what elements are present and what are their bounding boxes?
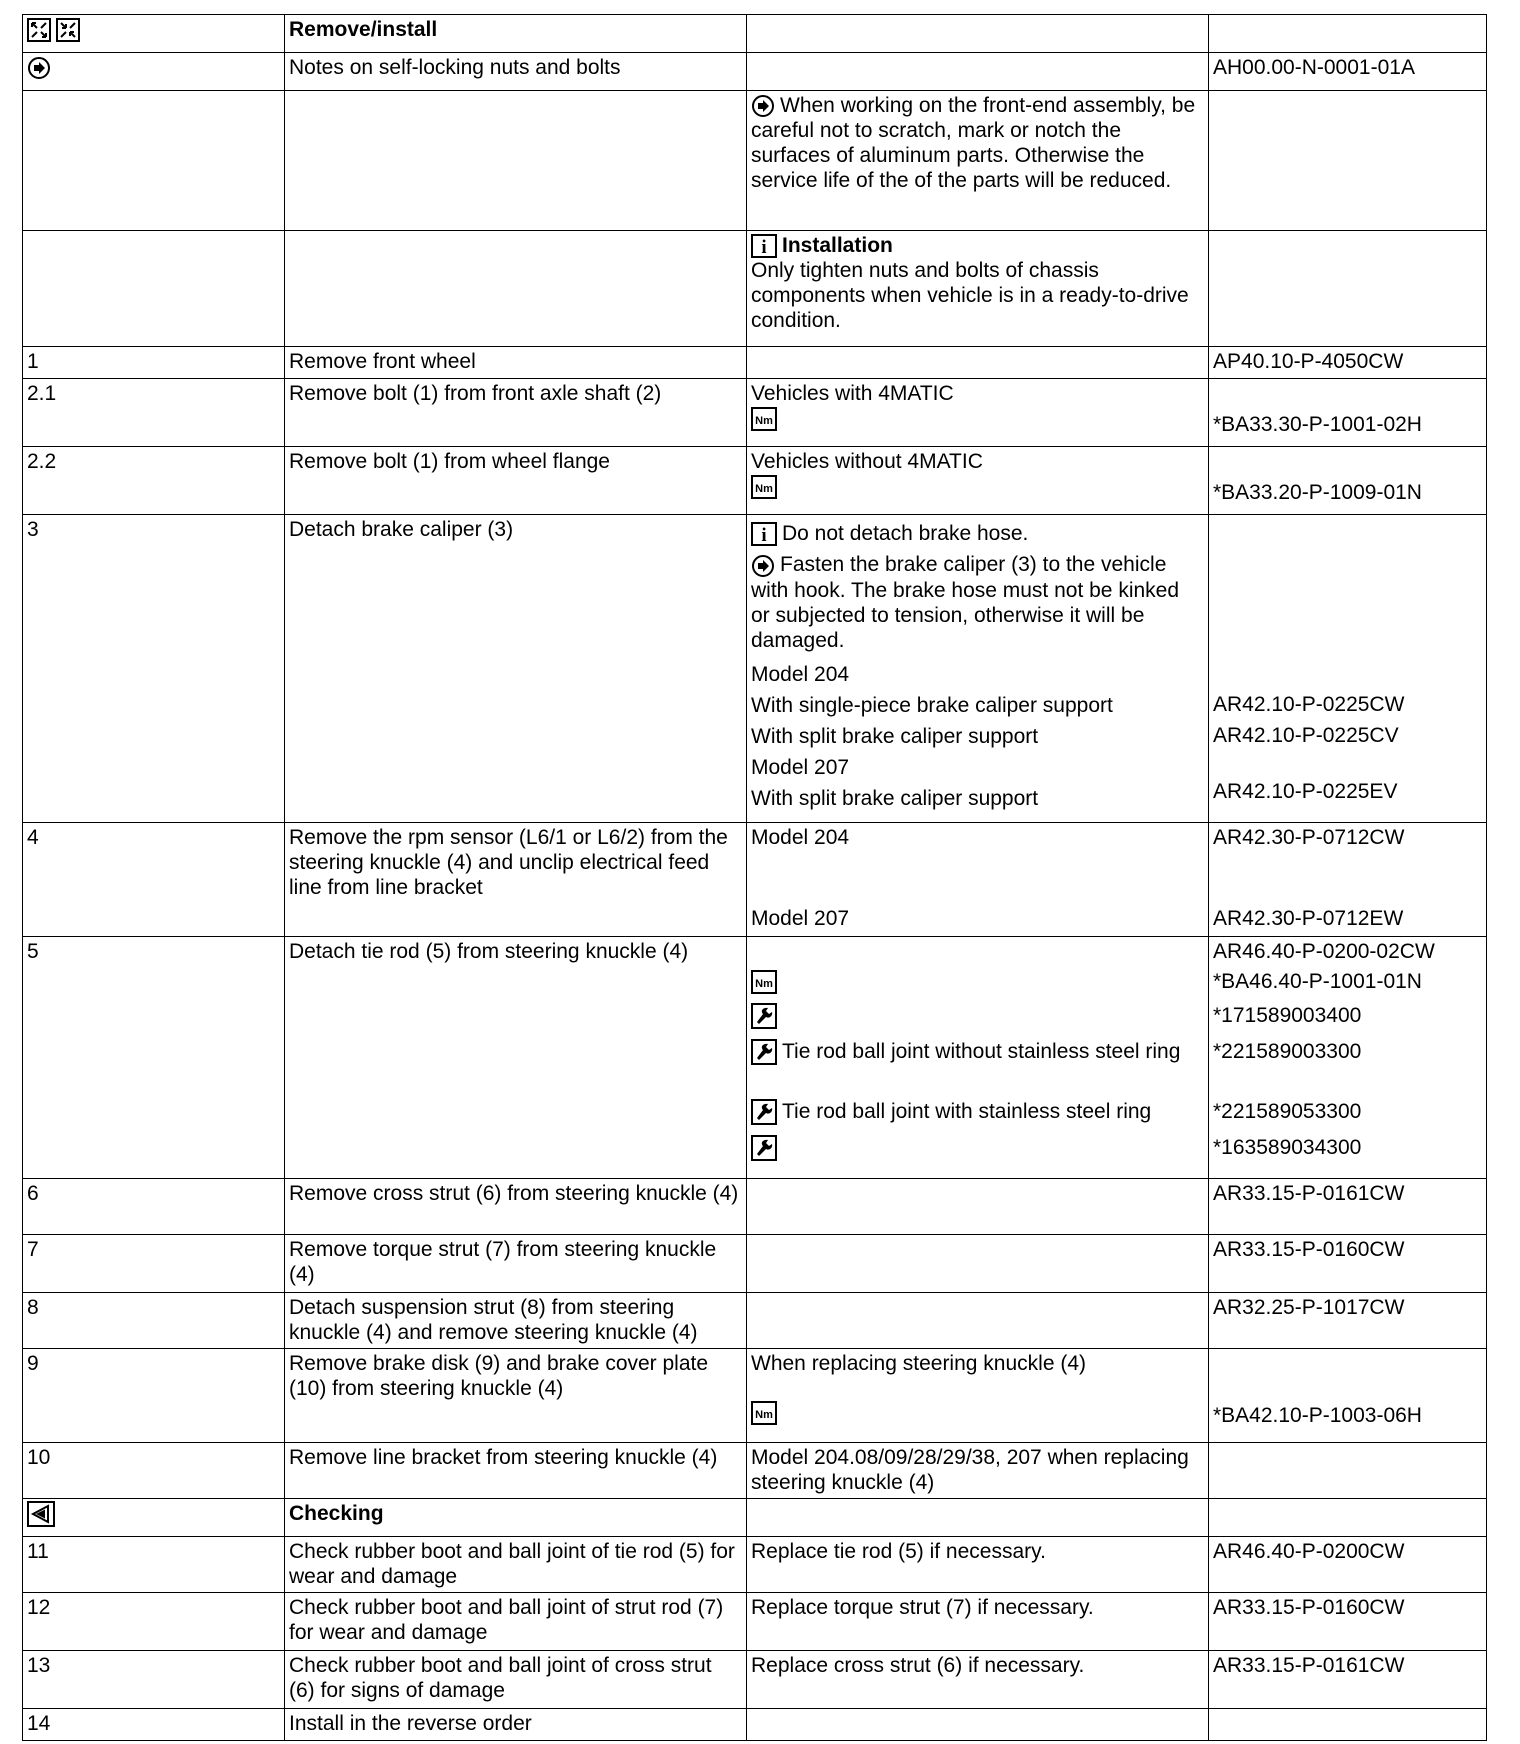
step-number: 4 bbox=[23, 823, 285, 937]
caution-row bbox=[23, 91, 1487, 231]
model-label: Model 207 bbox=[751, 907, 850, 930]
step-row bbox=[23, 1593, 1487, 1651]
notes-text: Notes on self-locking nuts and bolts bbox=[285, 53, 747, 91]
step-number: 1 bbox=[23, 347, 285, 379]
installation-row bbox=[23, 231, 1487, 347]
remove-icon bbox=[27, 18, 51, 42]
step-text: Remove front wheel bbox=[285, 347, 747, 379]
step-number: 6 bbox=[23, 1179, 285, 1235]
step-text: Install in the reverse order bbox=[285, 1709, 747, 1741]
torque-icon bbox=[751, 407, 777, 431]
caution-text: When working on the front-end assembly, be careful not to scratch, mark or notch the surfaces of aluminum parts. Otherwise the service life of the of the parts will be reduced. bbox=[751, 94, 1196, 193]
step-text: Check rubber boot and ball joint of tie rod (5) for wear and damage bbox=[285, 1537, 747, 1593]
step-ref[interactable]: AR32.25-P-1017CW bbox=[1209, 1293, 1487, 1349]
step-note: Replace torque strut (7) if necessary. bbox=[747, 1593, 1209, 1651]
tool-description: Tie rod ball joint with stainless steel ring bbox=[782, 1100, 1152, 1123]
step-number: 13 bbox=[23, 1651, 285, 1709]
step-text: Detach brake caliper (3) bbox=[285, 515, 747, 823]
step-number: 7 bbox=[23, 1235, 285, 1293]
checking-header-row bbox=[23, 1499, 1487, 1537]
torque-icon-label: Nm bbox=[755, 978, 773, 991]
step-row bbox=[23, 1709, 1487, 1741]
step-row bbox=[23, 447, 1487, 515]
svg-text:i: i bbox=[761, 237, 767, 259]
step-ref[interactable]: AR33.15-P-0161CW bbox=[1209, 1179, 1487, 1235]
step-text: Check rubber boot and ball joint of strut rod (7) for wear and damage bbox=[285, 1593, 747, 1651]
torque-icon bbox=[751, 475, 777, 499]
installation-text: Only tighten nuts and bolts of chassis components when vehicle is in a ready-to-drive condition. bbox=[751, 259, 1189, 333]
step-ref[interactable]: AR46.40-P-0200CW bbox=[1209, 1537, 1487, 1593]
step-note: Replace cross strut (6) if necessary. bbox=[747, 1651, 1209, 1709]
step-note: Vehicles with 4MATIC bbox=[751, 382, 954, 405]
step-text: Detach suspension strut (8) from steering knuckle (4) and remove steering knuckle (4) bbox=[285, 1293, 747, 1349]
step-number: 14 bbox=[23, 1709, 285, 1741]
step-ref[interactable]: AP40.10-P-4050CW bbox=[1209, 347, 1487, 379]
step-ref[interactable]: AR42.10-P-0225CV bbox=[1213, 724, 1399, 747]
step-ref[interactable]: AR46.40-P-0200-02CW bbox=[1213, 940, 1435, 963]
step-row bbox=[23, 1443, 1487, 1499]
step-text: Remove brake disk (9) and brake cover plate (10) from steering knuckle (4) bbox=[285, 1349, 747, 1443]
special-tool-icon bbox=[751, 1135, 777, 1161]
caution-text: Fasten the brake caliper (3) to the vehicle with hook. The brake hose must not be kinked or subjected to tension, otherwise it will be damaged. bbox=[751, 553, 1180, 652]
variant-label: With single-piece brake caliper support bbox=[751, 693, 1113, 717]
procedure-document bbox=[22, 14, 1486, 1735]
step-row bbox=[23, 937, 1487, 1179]
step-ref[interactable]: *BA46.40-P-1001-01N bbox=[1213, 970, 1422, 993]
step-text: Remove line bracket from steering knuckle (4) bbox=[285, 1443, 747, 1499]
step-number: 2.1 bbox=[23, 379, 285, 447]
step-note: Model 204.08/09/28/29/38, 207 when replacing steering knuckle (4) bbox=[747, 1443, 1209, 1499]
notes-row bbox=[23, 53, 1487, 91]
step-row bbox=[23, 379, 1487, 447]
notes-ref[interactable]: AH00.00-N-0001-01A bbox=[1209, 53, 1487, 91]
step-number: 5 bbox=[23, 937, 285, 1179]
step-text: Remove bolt (1) from front axle shaft (2) bbox=[285, 379, 747, 447]
step-text: Remove torque strut (7) from steering knuckle (4) bbox=[285, 1235, 747, 1293]
torque-icon-label: Nm bbox=[755, 1409, 773, 1422]
notice-icon bbox=[751, 94, 775, 118]
step-row bbox=[23, 1537, 1487, 1593]
step-row bbox=[23, 1293, 1487, 1349]
step-row bbox=[23, 1235, 1487, 1293]
info-text: Do not detach brake hose. bbox=[782, 522, 1029, 545]
step-ref[interactable]: *BA42.10-P-1003-06H bbox=[1213, 1404, 1422, 1427]
step-note: When replacing steering knuckle (4) bbox=[751, 1352, 1086, 1375]
step-row bbox=[23, 1179, 1487, 1235]
model-label: Model 204 bbox=[751, 826, 850, 849]
tool-description: Tie rod ball joint without stainless steel ring bbox=[782, 1040, 1181, 1063]
step-ref[interactable]: *221589053300 bbox=[1213, 1100, 1362, 1123]
step-ref[interactable]: *BA33.30-P-1001-02H bbox=[1213, 413, 1422, 436]
step-text: Detach tie rod (5) from steering knuckle (4) bbox=[285, 937, 747, 1179]
notice-icon bbox=[751, 554, 775, 578]
step-ref[interactable]: *BA33.20-P-1009-01N bbox=[1213, 481, 1422, 504]
header-row bbox=[23, 15, 1487, 53]
info-icon bbox=[751, 522, 777, 546]
step-row bbox=[23, 1349, 1487, 1443]
install-icon bbox=[56, 18, 80, 42]
step-ref[interactable]: *163589034300 bbox=[1213, 1136, 1362, 1159]
step-note: Vehicles without 4MATIC bbox=[751, 450, 983, 473]
step-number: 9 bbox=[23, 1349, 285, 1443]
section-title: Remove/install bbox=[285, 15, 747, 53]
step-note: Replace tie rod (5) if necessary. bbox=[747, 1537, 1209, 1593]
header-icons bbox=[23, 15, 285, 53]
torque-icon-label: Nm bbox=[755, 483, 773, 496]
checking-icon bbox=[27, 1501, 55, 1527]
step-number: 11 bbox=[23, 1537, 285, 1593]
step-number: 10 bbox=[23, 1443, 285, 1499]
torque-icon bbox=[751, 970, 777, 994]
variant-label: With split brake caliper support bbox=[751, 724, 1039, 748]
step-number: 2.2 bbox=[23, 447, 285, 515]
torque-icon bbox=[751, 1401, 777, 1425]
special-tool-icon bbox=[751, 1099, 777, 1125]
step-row bbox=[23, 1651, 1487, 1709]
model-label: Model 204 bbox=[751, 662, 850, 686]
step-ref[interactable]: AR42.10-P-0225EV bbox=[1213, 780, 1398, 803]
svg-text:i: i bbox=[761, 525, 767, 547]
step-ref[interactable]: AR42.10-P-0225CW bbox=[1213, 693, 1405, 716]
step-row bbox=[23, 347, 1487, 379]
step-text: Check rubber boot and ball joint of cross strut (6) for signs of damage bbox=[285, 1651, 747, 1709]
step-ref[interactable]: AR33.15-P-0160CW bbox=[1209, 1593, 1487, 1651]
step-text: Remove cross strut (6) from steering knuckle (4) bbox=[285, 1179, 747, 1235]
step-row bbox=[23, 823, 1487, 937]
model-label: Model 207 bbox=[751, 755, 850, 779]
notice-icon bbox=[27, 56, 51, 80]
step-ref[interactable]: *171589003400 bbox=[1213, 1004, 1362, 1027]
special-tool-icon bbox=[751, 1039, 777, 1065]
special-tool-icon bbox=[751, 1003, 777, 1029]
step-number: 3 bbox=[23, 515, 285, 823]
step-ref[interactable]: *221589003300 bbox=[1213, 1040, 1362, 1063]
procedure-table bbox=[22, 14, 1487, 1741]
step-ref[interactable]: AR33.15-P-0161CW bbox=[1209, 1651, 1487, 1709]
step-ref[interactable]: AR42.30-P-0712EW bbox=[1213, 907, 1404, 930]
step-number: 12 bbox=[23, 1593, 285, 1651]
step-text: Remove bolt (1) from wheel flange bbox=[285, 447, 747, 515]
step-row bbox=[23, 515, 1487, 823]
step-text: Remove the rpm sensor (L6/1 or L6/2) from the steering knuckle (4) and unclip electrical feed line from line bracket bbox=[285, 823, 747, 937]
checking-title: Checking bbox=[285, 1499, 747, 1537]
torque-icon-label: Nm bbox=[755, 415, 773, 428]
step-ref[interactable]: AR42.30-P-0712CW bbox=[1213, 826, 1405, 849]
installation-title: Installation bbox=[782, 234, 893, 257]
variant-label: With split brake caliper support bbox=[751, 786, 1039, 810]
step-number: 8 bbox=[23, 1293, 285, 1349]
info-icon bbox=[751, 234, 777, 258]
step-ref[interactable]: AR33.15-P-0160CW bbox=[1209, 1235, 1487, 1293]
